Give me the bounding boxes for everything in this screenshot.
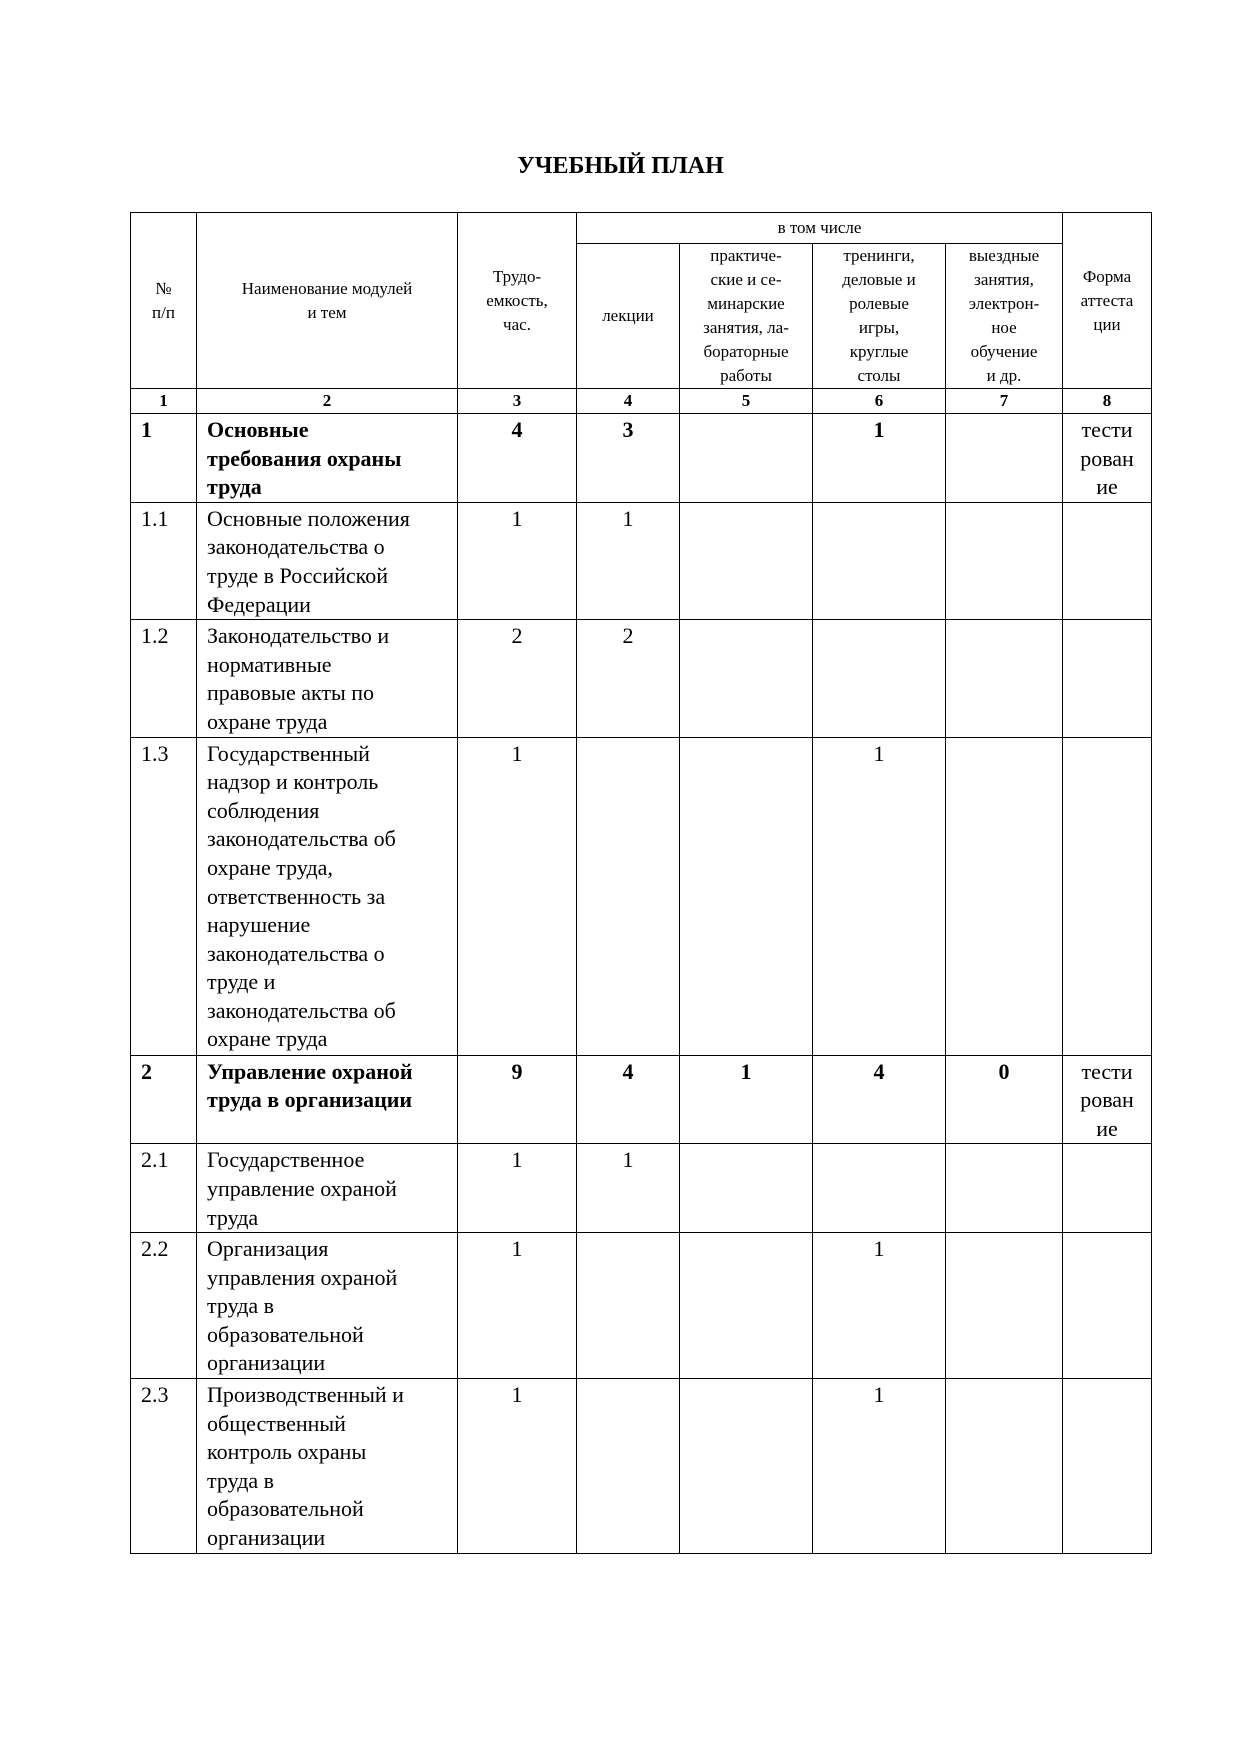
topic-row (131, 1233, 1152, 1379)
cell-practical (680, 737, 813, 1055)
column-number: 2 (197, 389, 458, 414)
cell-form (1063, 1233, 1152, 1379)
cell-lectures (577, 737, 680, 1055)
topic-row (131, 737, 1152, 1055)
column-number: 5 (680, 389, 813, 414)
cell-lectures: 4 (577, 1055, 680, 1144)
cell-no: 1.1 (131, 502, 197, 619)
cell-hours: 1 (458, 737, 577, 1055)
cell-no: 1 (131, 414, 197, 503)
page-title: УЧЕБНЫЙ ПЛАН (517, 153, 724, 179)
curriculum-table (130, 212, 1152, 1554)
cell-no: 2.2 (131, 1233, 197, 1379)
column-number: 3 (458, 389, 577, 414)
cell-hours: 2 (458, 620, 577, 737)
cell-trainings (813, 620, 946, 737)
cell-no: 1.2 (131, 620, 197, 737)
cell-field (946, 737, 1063, 1055)
cell-field (946, 1379, 1063, 1554)
cell-hours: 4 (458, 414, 577, 503)
cell-field (946, 414, 1063, 503)
cell-lectures: 2 (577, 620, 680, 737)
cell-trainings (813, 1144, 946, 1233)
cell-trainings: 1 (813, 1233, 946, 1379)
cell-form (1063, 1144, 1152, 1233)
header-practical: практиче- ские и се- минарские занятия, ла- бораторные работы (680, 244, 813, 389)
column-number: 7 (946, 389, 1063, 414)
cell-lectures: 3 (577, 414, 680, 503)
cell-name: Управление охраной труда в организации (197, 1055, 458, 1144)
cell-practical (680, 414, 813, 503)
cell-lectures: 1 (577, 1144, 680, 1233)
topic-row (131, 502, 1152, 619)
cell-trainings (813, 502, 946, 619)
cell-trainings: 1 (813, 414, 946, 503)
cell-hours: 1 (458, 1144, 577, 1233)
column-number: 6 (813, 389, 946, 414)
cell-form (1063, 737, 1152, 1055)
column-number: 8 (1063, 389, 1152, 414)
cell-field (946, 502, 1063, 619)
cell-practical: 1 (680, 1055, 813, 1144)
cell-hours: 9 (458, 1055, 577, 1144)
cell-practical (680, 1233, 813, 1379)
cell-no: 1.3 (131, 737, 197, 1055)
header-including: в том числе (577, 213, 1063, 244)
header-hours: Трудо- емкость, час. (458, 213, 577, 389)
module-row (131, 1055, 1152, 1144)
header-field: выездные занятия, электрон- ное обучение и др. (946, 244, 1063, 389)
cell-name: Основные положения законодательства о труде в Российской Федерации (197, 502, 458, 619)
cell-field (946, 620, 1063, 737)
cell-hours: 1 (458, 502, 577, 619)
cell-hours: 1 (458, 1233, 577, 1379)
cell-field (946, 1144, 1063, 1233)
cell-trainings: 1 (813, 737, 946, 1055)
cell-name: Основные требования охраны труда (197, 414, 458, 503)
cell-name: Производственный и общественный контроль охраны труда в образовательной организации (197, 1379, 458, 1554)
header-lectures: лекции (577, 244, 680, 389)
cell-trainings: 4 (813, 1055, 946, 1144)
header-no: № п/п (131, 213, 197, 389)
cell-lectures (577, 1233, 680, 1379)
cell-practical (680, 1144, 813, 1233)
topic-row (131, 1379, 1152, 1554)
cell-form (1063, 1379, 1152, 1554)
module-row (131, 414, 1152, 503)
header-name: Наименование модулей и тем (197, 213, 458, 389)
cell-hours: 1 (458, 1379, 577, 1554)
topic-row (131, 1144, 1152, 1233)
cell-no: 2.1 (131, 1144, 197, 1233)
cell-name: Государственный надзор и контроль соблюдения законодательства об охране труда, ответственность за нарушение законодательства о труде и законодательства об охране труда (197, 737, 458, 1055)
cell-no: 2.3 (131, 1379, 197, 1554)
cell-lectures: 1 (577, 502, 680, 619)
column-number: 4 (577, 389, 680, 414)
cell-field (946, 1233, 1063, 1379)
cell-practical (680, 620, 813, 737)
cell-form (1063, 620, 1152, 737)
cell-trainings: 1 (813, 1379, 946, 1554)
column-number: 1 (131, 389, 197, 414)
cell-field: 0 (946, 1055, 1063, 1144)
cell-lectures (577, 1379, 680, 1554)
cell-form (1063, 502, 1152, 619)
header-form: Форма аттеста ции (1063, 213, 1152, 389)
cell-practical (680, 502, 813, 619)
cell-name: Законодательство и нормативные правовые акты по охране труда (197, 620, 458, 737)
cell-form: тести рован ие (1063, 414, 1152, 503)
header-trainings: тренинги, деловые и ролевые игры, круглые столы (813, 244, 946, 389)
cell-no: 2 (131, 1055, 197, 1144)
cell-name: Организация управления охраной труда в образовательной организации (197, 1233, 458, 1379)
cell-practical (680, 1379, 813, 1554)
cell-name: Государственное управление охраной труда (197, 1144, 458, 1233)
cell-form: тести рован ие (1063, 1055, 1152, 1144)
topic-row (131, 620, 1152, 737)
